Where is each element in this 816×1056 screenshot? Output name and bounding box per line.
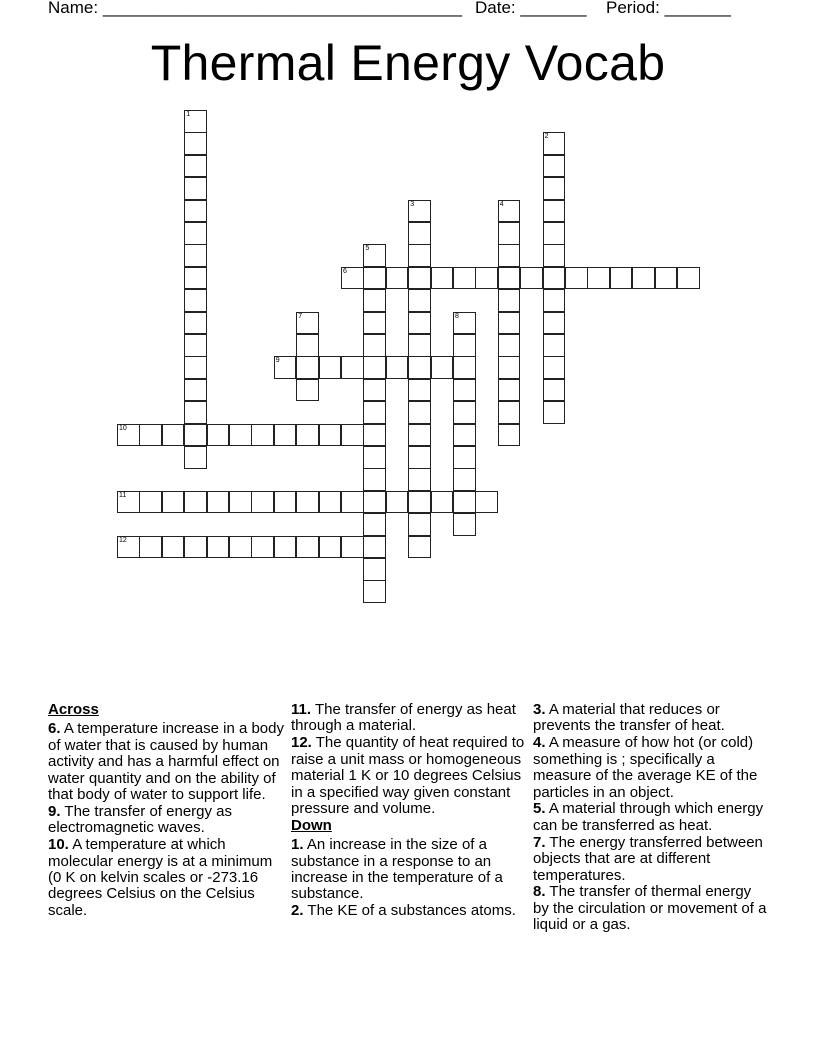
date-label: Date: <box>475 0 516 17</box>
crossword-cell[interactable] <box>363 267 386 290</box>
crossword-cell[interactable] <box>319 536 342 559</box>
crossword-cell[interactable] <box>475 267 498 290</box>
down-heading: Down <box>291 816 332 834</box>
crossword-cell[interactable] <box>587 267 610 290</box>
cell-number: 4 <box>499 200 504 208</box>
name-field[interactable] <box>48 0 462 18</box>
clue-text: The energy transferred between objects that are at different temperatures. <box>533 833 763 884</box>
crossword-cell[interactable] <box>319 356 342 379</box>
clue-across-10 <box>48 837 284 919</box>
crossword-cell[interactable] <box>363 558 386 581</box>
crossword-cell[interactable] <box>184 312 207 335</box>
clue-text: The quantity of heat required to raise a unit mass or homogeneous material 1 K or 10 degrees Celsius in a specified way given constant pressure and volume. <box>291 734 525 817</box>
crossword-cell[interactable] <box>207 424 230 447</box>
crossword-cell[interactable] <box>229 536 252 559</box>
crossword-cell[interactable] <box>274 356 297 379</box>
period-blank[interactable]: _______ <box>664 0 731 17</box>
clue-across-12 <box>291 735 527 817</box>
crossword-cell[interactable] <box>319 491 342 514</box>
crossword-cell[interactable] <box>565 267 588 290</box>
crossword-cell[interactable] <box>408 446 431 469</box>
crossword-cell[interactable] <box>184 356 207 379</box>
crossword-cell[interactable] <box>543 244 566 267</box>
across-heading: Across <box>48 701 99 718</box>
crossword-cell[interactable] <box>184 536 207 559</box>
crossword-cell[interactable] <box>543 379 566 402</box>
clue-number: 3. <box>533 701 546 718</box>
clue-number: 12. <box>291 734 312 752</box>
crossword-cell[interactable] <box>498 200 521 223</box>
crossword-cell[interactable] <box>184 446 207 469</box>
crossword-cell[interactable] <box>363 446 386 469</box>
clue-number: 1. <box>291 836 304 854</box>
clue-number: 8. <box>533 883 546 901</box>
crossword-cell[interactable] <box>296 312 319 335</box>
crossword-cell[interactable] <box>408 401 431 424</box>
crossword-cell[interactable] <box>431 356 454 379</box>
crossword-cell[interactable] <box>408 536 431 559</box>
crossword-cell[interactable] <box>543 222 566 245</box>
crossword-cell[interactable] <box>498 312 521 335</box>
cell-number: 6 <box>343 267 347 275</box>
crossword-cell[interactable] <box>543 200 566 223</box>
crossword-cell[interactable] <box>453 312 476 335</box>
crossword-cell[interactable] <box>363 401 386 424</box>
crossword-cell[interactable] <box>296 379 319 402</box>
clue-across-11 <box>291 702 527 735</box>
crossword-cell[interactable] <box>453 401 476 424</box>
crossword-cell[interactable] <box>296 356 319 379</box>
clue-down-8 <box>533 884 769 933</box>
crossword-cell[interactable] <box>408 200 431 223</box>
clue-text: An increase in the size of a substance in a response to an increase in the temperature of a substance. <box>291 836 503 903</box>
crossword-cell[interactable] <box>408 334 431 357</box>
clue-column-2 <box>291 702 527 920</box>
crossword-cell[interactable] <box>408 267 431 290</box>
crossword-cell[interactable] <box>475 491 498 514</box>
name-label: Name: <box>48 0 99 17</box>
crossword-cell[interactable] <box>229 424 252 447</box>
crossword-cell[interactable] <box>453 446 476 469</box>
crossword-cell[interactable] <box>543 155 566 178</box>
clue-text: The transfer of energy as electromagnetic waves. <box>48 802 233 837</box>
crossword-cell[interactable] <box>677 267 700 290</box>
crossword-cell[interactable] <box>498 379 521 402</box>
crossword-cell[interactable] <box>408 244 431 267</box>
clue-number: 5. <box>533 800 546 818</box>
crossword-cell[interactable] <box>453 334 476 357</box>
crossword-cell[interactable] <box>543 289 566 312</box>
crossword-cell[interactable] <box>386 491 409 514</box>
crossword-cell[interactable] <box>408 289 431 312</box>
crossword-cell[interactable] <box>498 289 521 312</box>
clue-down-3 <box>533 702 769 735</box>
crossword-cell[interactable] <box>207 491 230 514</box>
crossword-cell[interactable] <box>408 424 431 447</box>
cell-number: 7 <box>298 312 303 320</box>
cell-number: 3 <box>410 200 415 208</box>
crossword-cell[interactable] <box>431 491 454 514</box>
crossword-cell[interactable] <box>184 379 207 402</box>
cell-number: 5 <box>365 245 370 253</box>
crossword-cell[interactable] <box>363 379 386 402</box>
crossword-cell[interactable] <box>431 267 454 290</box>
clue-number: 7. <box>533 833 546 851</box>
clue-number: 10. <box>48 836 69 854</box>
crossword-cell[interactable] <box>296 424 319 447</box>
crossword-cell[interactable] <box>408 356 431 379</box>
crossword-cell[interactable] <box>184 132 207 155</box>
crossword-cell[interactable] <box>386 356 409 379</box>
crossword-cell[interactable] <box>341 491 364 514</box>
crossword-cell[interactable] <box>408 491 431 514</box>
crossword-cell[interactable] <box>117 536 140 559</box>
crossword-cell[interactable] <box>655 267 678 290</box>
crossword-cell[interactable] <box>363 424 386 447</box>
cell-number: 1 <box>186 111 191 118</box>
crossword-cell[interactable] <box>296 491 319 514</box>
crossword-cell[interactable] <box>386 267 409 290</box>
crossword-cell[interactable] <box>184 222 207 245</box>
page-title: Thermal Energy Vocab <box>150 35 666 91</box>
cell-number: 9 <box>275 357 280 365</box>
crossword-cell[interactable] <box>341 536 364 559</box>
crossword-cell[interactable] <box>184 244 207 267</box>
crossword-cell[interactable] <box>453 267 476 290</box>
clue-column-3 <box>533 702 769 934</box>
crossword-cell[interactable] <box>363 334 386 357</box>
crossword-cell[interactable] <box>498 267 521 290</box>
period-field[interactable] <box>606 0 731 18</box>
clue-down-4 <box>533 735 769 801</box>
crossword-cell[interactable] <box>498 334 521 357</box>
crossword-cell[interactable] <box>498 244 521 267</box>
crossword-cell[interactable] <box>408 379 431 402</box>
crossword-cell[interactable] <box>408 513 431 536</box>
clue-text: The transfer of energy as heat through a material. <box>291 701 516 735</box>
crossword-cell[interactable] <box>363 513 386 536</box>
crossword-cell[interactable] <box>453 468 476 491</box>
crossword-cell[interactable] <box>453 356 476 379</box>
crossword-cell[interactable] <box>363 356 386 379</box>
crossword-cell[interactable] <box>184 177 207 200</box>
clue-down-7 <box>533 835 769 884</box>
crossword-cell[interactable] <box>498 401 521 424</box>
crossword-cell[interactable] <box>363 536 386 559</box>
cell-number: 8 <box>455 312 459 320</box>
crossword-cell[interactable] <box>162 491 185 514</box>
clue-down-1 <box>291 837 527 903</box>
crossword-cell[interactable] <box>184 267 207 290</box>
crossword-cell[interactable] <box>363 580 386 603</box>
clue-number: 6. <box>48 720 61 738</box>
crossword-cell[interactable] <box>363 491 386 514</box>
clue-number: 2. <box>291 902 304 920</box>
crossword-cell[interactable] <box>162 424 185 447</box>
cell-number: 10 <box>119 424 127 432</box>
crossword-cell[interactable] <box>341 267 364 290</box>
name-blank[interactable]: ______________________________________ <box>102 0 463 17</box>
cell-number: 11 <box>119 491 127 499</box>
crossword-cell[interactable] <box>184 424 207 447</box>
crossword-cell[interactable] <box>117 491 140 514</box>
crossword-cell[interactable] <box>274 424 297 447</box>
clue-text: A measure of how hot (or cold) something is ; specifically a measure of the average KE of the particles in an object. <box>533 734 758 801</box>
crossword-cell[interactable] <box>498 424 521 447</box>
crossword-cell[interactable] <box>363 312 386 335</box>
crossword-cell[interactable] <box>543 356 566 379</box>
crossword-cell[interactable] <box>498 222 521 245</box>
crossword-cell[interactable] <box>117 424 140 447</box>
clue-number: 9. <box>48 802 61 820</box>
crossword-cell[interactable] <box>543 401 566 424</box>
crossword-cell[interactable] <box>363 468 386 491</box>
crossword-cell[interactable] <box>543 312 566 335</box>
crossword-cell[interactable] <box>229 491 252 514</box>
clue-text: The transfer of thermal energy by the circulation or movement of a liquid or a gas. <box>533 883 767 934</box>
crossword-cell[interactable] <box>543 132 566 155</box>
period-label: Period: <box>606 0 660 17</box>
crossword-cell[interactable] <box>184 401 207 424</box>
crossword-cell[interactable] <box>251 424 274 447</box>
crossword-cell[interactable] <box>453 424 476 447</box>
clue-text: A temperature increase in a body of water that is caused by human activity and has a harmful effect on water quantity and on the ability of that body of water to support life. <box>48 720 284 804</box>
crossword-cell[interactable] <box>207 536 230 559</box>
crossword-cell[interactable] <box>296 334 319 357</box>
clue-column-1 <box>48 702 284 920</box>
crossword-cell[interactable] <box>139 424 162 447</box>
clue-down-2 <box>291 903 527 919</box>
clue-text: The KE of a substances atoms. <box>307 902 516 920</box>
crossword-cell[interactable] <box>251 536 274 559</box>
crossword-cell[interactable] <box>341 424 364 447</box>
crossword-cell[interactable] <box>274 491 297 514</box>
crossword-cell[interactable] <box>363 289 386 312</box>
cell-number: 2 <box>544 133 549 141</box>
crossword-cell[interactable] <box>543 267 566 290</box>
crossword-cell[interactable] <box>610 267 633 290</box>
clue-across-9 <box>48 804 284 837</box>
crossword-cell[interactable] <box>184 200 207 223</box>
clue-down-5 <box>533 801 769 834</box>
crossword-cell[interactable] <box>184 289 207 312</box>
crossword-cell[interactable] <box>453 513 476 536</box>
crossword-cell[interactable] <box>408 312 431 335</box>
crossword-cell[interactable] <box>162 536 185 559</box>
clue-text: A material that reduces or prevents the transfer of heat. <box>533 701 725 735</box>
clue-text: A temperature at which molecular energy is at a minimum (0 K on kelvin scales or -273.16 degrees Celsius on the Celsius scale. <box>48 836 273 919</box>
crossword-cell[interactable] <box>408 222 431 245</box>
crossword-cell[interactable] <box>453 491 476 514</box>
crossword-cell[interactable] <box>184 334 207 357</box>
crossword-cell[interactable] <box>319 424 342 447</box>
crossword-cell[interactable] <box>139 491 162 514</box>
crossword-cell[interactable] <box>453 379 476 402</box>
crossword-cell[interactable] <box>632 267 655 290</box>
crossword-cell[interactable] <box>363 244 386 267</box>
crossword-cell[interactable] <box>274 536 297 559</box>
crossword-cell[interactable] <box>184 491 207 514</box>
crossword-cell[interactable] <box>251 491 274 514</box>
crossword-cell[interactable] <box>184 110 207 133</box>
clue-number: 4. <box>533 734 546 752</box>
clue-text: A material through which energy can be transferred as heat. <box>533 800 764 834</box>
crossword-cell[interactable] <box>543 177 566 200</box>
crossword-cell[interactable] <box>543 334 566 357</box>
clue-number: 11. <box>291 701 312 718</box>
cell-number: 12 <box>119 536 127 544</box>
crossword-cell[interactable] <box>184 155 207 178</box>
crossword-cell[interactable] <box>520 267 543 290</box>
clue-across-6 <box>48 721 284 803</box>
crossword-cell[interactable] <box>296 536 319 559</box>
crossword-cell[interactable] <box>139 536 162 559</box>
crossword-cell[interactable] <box>498 356 521 379</box>
date-field[interactable] <box>475 0 587 18</box>
crossword-cell[interactable] <box>341 356 364 379</box>
date-blank[interactable]: _______ <box>520 0 587 17</box>
crossword-cell[interactable] <box>408 468 431 491</box>
